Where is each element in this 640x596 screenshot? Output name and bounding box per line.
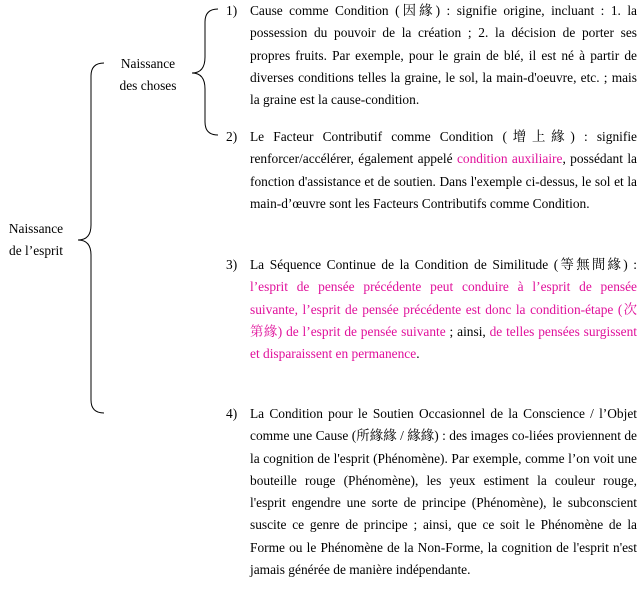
text-segment: , possédant la fonction d'assistance et de soutien. Dans l'exemple ci-dessus, le sol et la main-d’œuvre sont les Facteurs Contributifs comme Condition. [250,151,637,211]
text-segment: ; ainsi, [445,323,490,339]
item-4-number: 4) [226,406,238,421]
text-segment: Le Facteur Contributif comme Condition (增上緣) : signifie renforcer/accélérer, également appelé [250,129,637,167]
root-label-line1: Naissance [8,221,64,236]
branch-label-line2: des choses [119,78,177,93]
item-4-text [250,403,637,581]
item-1-number: 1) [226,3,238,18]
item-2-text [250,126,637,215]
branch-node [108,53,188,97]
highlighted-text: l’esprit de pensée précédente peut conduire à l’esprit de pensée suivante, l’esprit de pensée précédente est donc la condition-étape (次第緣) de l’esprit de pensée suivante [250,279,637,339]
root-bracket [78,63,104,413]
root-label-line2: de l’esprit [9,243,63,258]
text-segment: La Condition pour le Soutien Occasionnel de la Conscience / l’Objet comme une Cause (所緣緣 / 緣緣) : des images co-liées proviennent de la cognition de l'esprit (Phénomène). Par exemple, comme l’on voit une bouteille rouge (Phénomène), les yeux estiment la couleur rouge, l'esprit engendre une sorte de principe (Phénomène), le subconscient suscite ce genre de principe ; ainsi, que ce soit le Phénomène de la Forme ou le Phénomène de la Non-Forme, la cognition de l'esprit n'est jamais générée de manière indépendante. [250,406,637,578]
text-segment: La Séquence Continue de la Condition de Similitude (等無間緣) : [250,257,637,272]
branch-bracket [192,9,218,135]
branch-label-line1: Naissance [120,56,176,71]
text-segment: Cause comme Condition (因緣) : signifie origine, incluant : 1. la possession du pouvoir de la création ; 2. la décision de porter ses propres fruits. Par exemple, pour le grain de blé, il est né à partir de diverses conditions telles la graine, le sol, la main-d'oeuvre, etc. ; mais la graine est la cause-condition. [250,3,637,108]
highlighted-text: de telles pensées surgissent et disparaissent en permanence [250,323,637,362]
item-3-number: 3) [226,257,238,272]
highlighted-text: condition auxiliaire [456,151,563,167]
item-3-text [250,254,637,365]
root-node [0,218,72,262]
item-2-number: 2) [226,129,238,144]
item-1-text [250,0,637,111]
text-segment: . [416,346,420,362]
